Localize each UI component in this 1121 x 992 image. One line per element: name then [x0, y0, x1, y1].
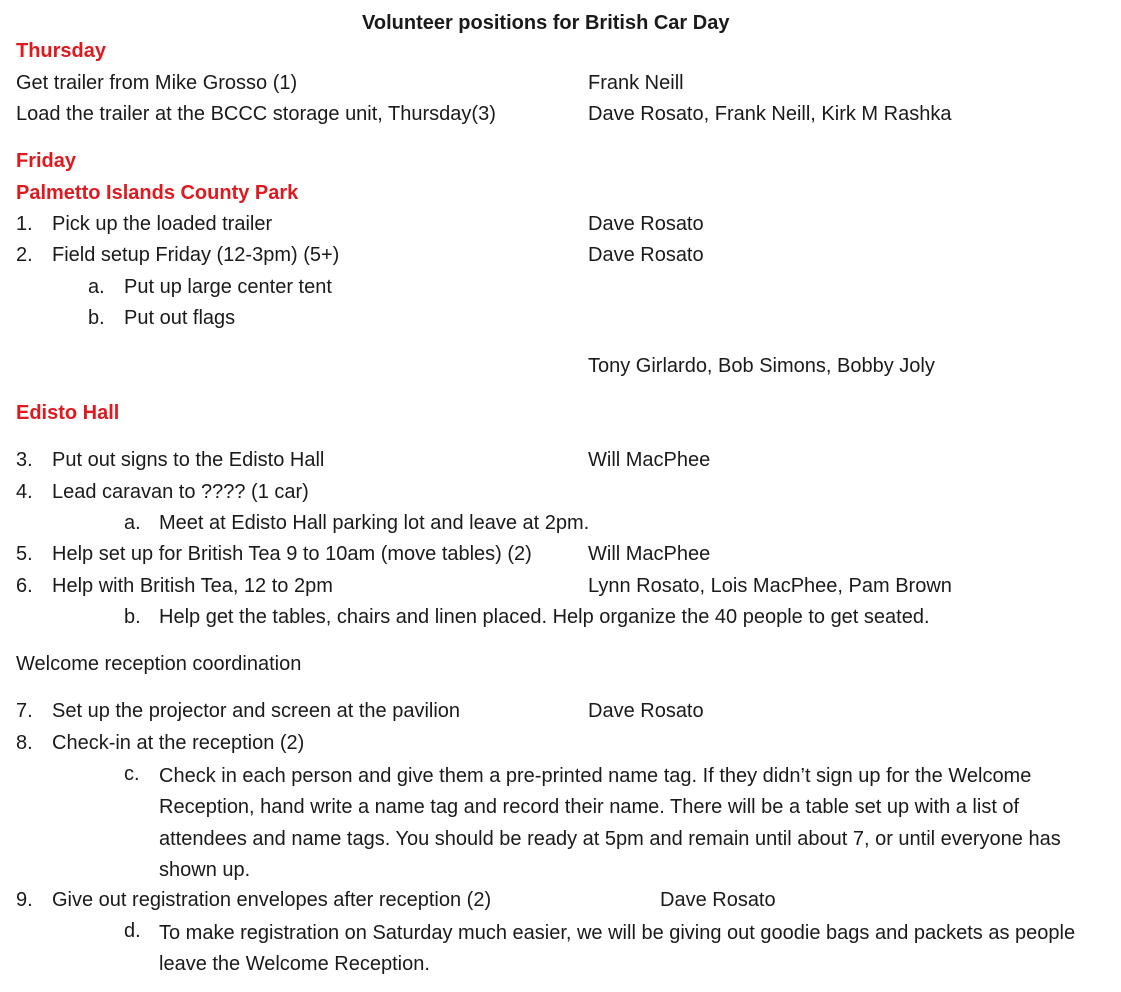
list-number: 9.	[16, 889, 33, 911]
sublist-letter: a.	[124, 512, 141, 534]
sublist-item-text: Help get the tables, chairs and linen placed. Help organize the 40 people to get seated.	[159, 606, 930, 628]
list-number: 1.	[16, 213, 33, 235]
list-number: 4.	[16, 481, 33, 503]
list-item-text: Help with British Tea, 12 to 2pm	[52, 575, 333, 597]
list-number: 6.	[16, 575, 33, 597]
sublist-item-text: Meet at Edisto Hall parking lot and leave at 2pm.	[159, 512, 590, 534]
sublist-letter: a.	[88, 276, 105, 298]
sublist-letter: b.	[124, 606, 141, 628]
list-item-text: Give out registration envelopes after reception (2)	[52, 889, 492, 911]
sublist-item-text: Put out flags	[124, 307, 236, 329]
sublist-item-text: Put up large center tent	[124, 276, 332, 298]
list-item-text: Pick up the loaded trailer	[52, 213, 273, 235]
list-item-text: Help set up for British Tea 9 to 10am (move tables) (2)	[52, 543, 532, 565]
list-number: 3.	[16, 449, 33, 471]
extra-assignees: Tony Girlardo, Bob Simons, Bobby Joly	[588, 355, 935, 377]
list-item-assignee: Dave Rosato	[588, 700, 704, 722]
section-heading-friday: Friday	[16, 150, 77, 172]
list-item-text: Field setup Friday (12-3pm) (5+)	[52, 244, 340, 266]
list-item-assignee: Will MacPhee	[588, 449, 711, 471]
venue-heading: Palmetto Islands County Park	[16, 182, 299, 204]
task-text: Load the trailer at the BCCC storage unit, Thursday(3)	[16, 103, 496, 125]
list-item-text: Put out signs to the Edisto Hall	[52, 449, 325, 471]
list-item-text: Set up the projector and screen at the pavilion	[52, 700, 461, 722]
page-title: Volunteer positions for British Car Day	[362, 12, 730, 34]
list-number: 7.	[16, 700, 33, 722]
list-item-assignee: Lynn Rosato, Lois MacPhee, Pam Brown	[588, 575, 952, 597]
section-heading-edisto-hall: Edisto Hall	[16, 402, 120, 424]
list-item-assignee: Will MacPhee	[588, 543, 711, 565]
task-assignee: Dave Rosato, Frank Neill, Kirk M Rashka	[588, 103, 952, 125]
list-item-text: Check-in at the reception (2)	[52, 732, 305, 754]
task-text: Get trailer from Mike Grosso (1)	[16, 72, 298, 94]
list-item-assignee: Dave Rosato	[588, 213, 704, 235]
task-assignee: Frank Neill	[588, 72, 684, 94]
list-item-text: Lead caravan to ???? (1 car)	[52, 481, 309, 503]
sublist-item-text: To make registration on Saturday much easier, we will be giving out goodie bags and packets as people leave the Welcome Reception.	[159, 922, 1076, 976]
list-item-assignee: Dave Rosato	[588, 244, 704, 266]
list-number: 5.	[16, 543, 33, 565]
sublist-item-text: Check in each person and give them a pre-printed name tag. If they didn’t sign up for the Welcome Reception, hand write a name tag and record their name. There will be a table set up with a list of attendees and name tags. You should be ready at 5pm and remain until about 7, or until everyone has shown up.	[159, 765, 1061, 881]
sublist-letter: d.	[124, 920, 141, 942]
list-number: 2.	[16, 244, 33, 266]
list-number: 8.	[16, 732, 33, 754]
list-item-assignee: Dave Rosato	[660, 889, 776, 911]
section-heading-welcome-reception: Welcome reception coordination	[16, 653, 302, 675]
sublist-letter: c.	[124, 763, 140, 785]
sublist-letter: b.	[88, 307, 105, 329]
section-heading-thursday: Thursday	[16, 40, 107, 62]
